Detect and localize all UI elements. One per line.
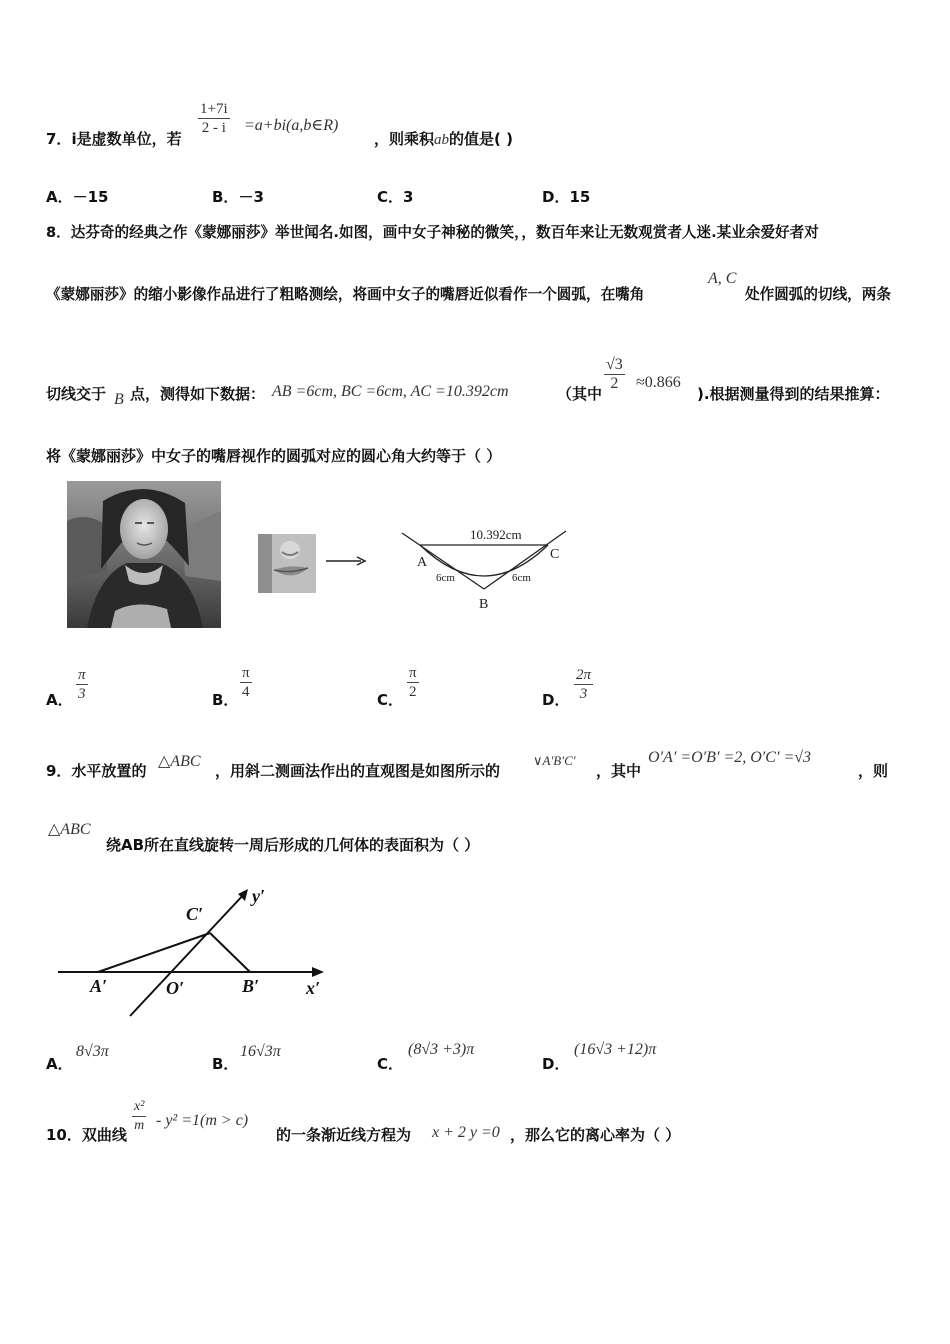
arc-point-a: A	[417, 555, 428, 570]
q7-stem-a: i是虚数单位，若	[71, 130, 182, 148]
q7-stem-c: 的值是( )	[449, 130, 513, 148]
q10-asymptote: x + 2 y =0	[432, 1124, 500, 1141]
q10-frac-den: m	[134, 1118, 145, 1133]
q7-fraction	[196, 100, 232, 137]
q7-ab: ab	[434, 132, 450, 148]
q8-line-1: 8．达芬奇的经典之作《蒙娜丽莎》举世闻名.如图，画中女子神秘的微笑，，数百年来让无数观赏者人迷.某业余爱好者对	[46, 224, 819, 241]
q8-option-d[interactable]: D．	[542, 691, 570, 709]
mona-lisa-image	[67, 481, 221, 628]
q8-line-3c: （其中	[557, 385, 603, 403]
q9-condition: O′A′ =O′B′ =2, O′C′ =√3	[648, 749, 812, 766]
q9-line-1b: ，用斜二测画法作出的直观图是如图所示的	[215, 762, 501, 780]
arc-ab-length: 6cm	[436, 572, 455, 584]
q8-option-a[interactable]: A．	[46, 691, 73, 709]
oblique-point-c: C′	[186, 904, 204, 924]
q10-equation: - y² =1(m > c)	[156, 1112, 249, 1129]
q8-b-label: B	[114, 391, 124, 408]
q7-option-a[interactable]: A．－15	[46, 188, 109, 206]
q9-triangle-abc-2: △ABC	[48, 821, 91, 838]
oblique-axis-x: x′	[306, 978, 321, 998]
q9-line-1d: ，则	[858, 762, 889, 780]
q10-line-c: ，那么它的离心率为（ ）	[510, 1126, 681, 1144]
q7-option-d[interactable]: D．15	[542, 188, 591, 206]
arc-bc-length: 6cm	[512, 572, 531, 584]
q9-triangle-prime: ∨A′B′C′	[533, 753, 576, 768]
oblique-point-b: B′	[242, 976, 260, 996]
q8-option-d-frac: $\frac{2\pi}{3}$	[576, 667, 592, 702]
q9-option-a[interactable]: A．	[46, 1055, 73, 1073]
arc-point-b: B	[479, 597, 489, 612]
q8-ac-label: A, C	[708, 270, 737, 287]
q9-triangle-abc: △ABC	[158, 753, 201, 770]
q8-line-2b: 处作圆弧的切线，两条	[745, 286, 891, 303]
q8-sqrt-den: 2	[610, 375, 619, 392]
q9-option-c[interactable]: C．	[377, 1055, 404, 1073]
q10-line-b: 的一条渐近线方程为	[276, 1126, 412, 1144]
q7-number: 7．	[46, 130, 72, 148]
q9-line-1c: ，其中	[596, 762, 642, 780]
q8-option-b[interactable]: B．	[212, 691, 239, 709]
arc-ac-length: 10.392cm	[470, 527, 522, 542]
q10-number: 10．双曲线	[46, 1126, 127, 1144]
q9-oblique-diagram	[56, 884, 336, 1020]
q9-option-d[interactable]: D．	[542, 1055, 570, 1073]
lips-image	[258, 534, 316, 593]
q8-line-2a: 《蒙娜丽莎》的缩小影像作品进行了粗略测绘，将画中女子的嘴唇近似看作一个圆弧，在嘴角	[46, 286, 645, 303]
q7-stem-tail	[374, 128, 513, 149]
q8-arc-diagram	[398, 525, 570, 620]
q9-option-c-value: (8√3 +3)π	[408, 1041, 475, 1058]
q8-measurements: AB =6cm, BC =6cm, AC =10.392cm	[272, 383, 509, 400]
q10-fraction	[130, 1098, 148, 1135]
q8-option-a-frac: $\frac{\pi}{3}$	[78, 667, 86, 702]
q8-sqrt-num: √3	[606, 356, 623, 373]
q8-line-3d: ).根据测量得到的结果推算：	[697, 385, 890, 403]
q9-line-1a: 9．水平放置的	[46, 762, 147, 780]
q8-line-3a: 切线交于	[46, 385, 107, 403]
q7-stem-b: ，则乘积	[374, 130, 435, 148]
q8-option-c-frac: $\frac{\pi}{2}$	[409, 665, 417, 700]
oblique-axis-y: y′	[252, 886, 266, 906]
q9-option-a-value: 8√3π	[76, 1043, 109, 1060]
q8-option-c[interactable]: C．	[377, 691, 404, 709]
q7-option-c[interactable]: C．3	[377, 188, 414, 206]
right-arrow-icon	[325, 554, 367, 568]
q8-sqrt-fraction	[602, 356, 627, 393]
q9-option-b[interactable]: B．	[212, 1055, 239, 1073]
oblique-point-a: A′	[90, 976, 108, 996]
q7-stem	[46, 128, 182, 149]
arc-point-c: C	[550, 547, 560, 562]
q8-approx: ≈0.866	[636, 374, 681, 391]
q9-option-d-value: (16√3 +12)π	[574, 1041, 657, 1058]
oblique-point-o: O′	[166, 978, 185, 998]
q7-equation: =a+bi(a,b∈R)	[244, 117, 339, 134]
q8-line-4: 将《蒙娜丽莎》中女子的嘴唇视作的圆弧对应的圆心角大约等于（ ）	[46, 447, 502, 465]
q7-frac-num: 1+7i	[200, 101, 228, 117]
q10-frac-num: x²	[132, 1098, 146, 1117]
q7-frac-den: 2 - i	[201, 120, 226, 136]
q9-line-2: 绕AB所在直线旋转一周后形成的几何体的表面积为（ ）	[106, 836, 480, 854]
q9-option-b-value: 16√3π	[240, 1043, 281, 1060]
q8-line-3b: 点，测得如下数据：	[130, 385, 266, 403]
q8-option-b-frac: $\frac{\pi}{4}$	[242, 665, 250, 700]
q7-option-b[interactable]: B．－3	[212, 188, 264, 206]
